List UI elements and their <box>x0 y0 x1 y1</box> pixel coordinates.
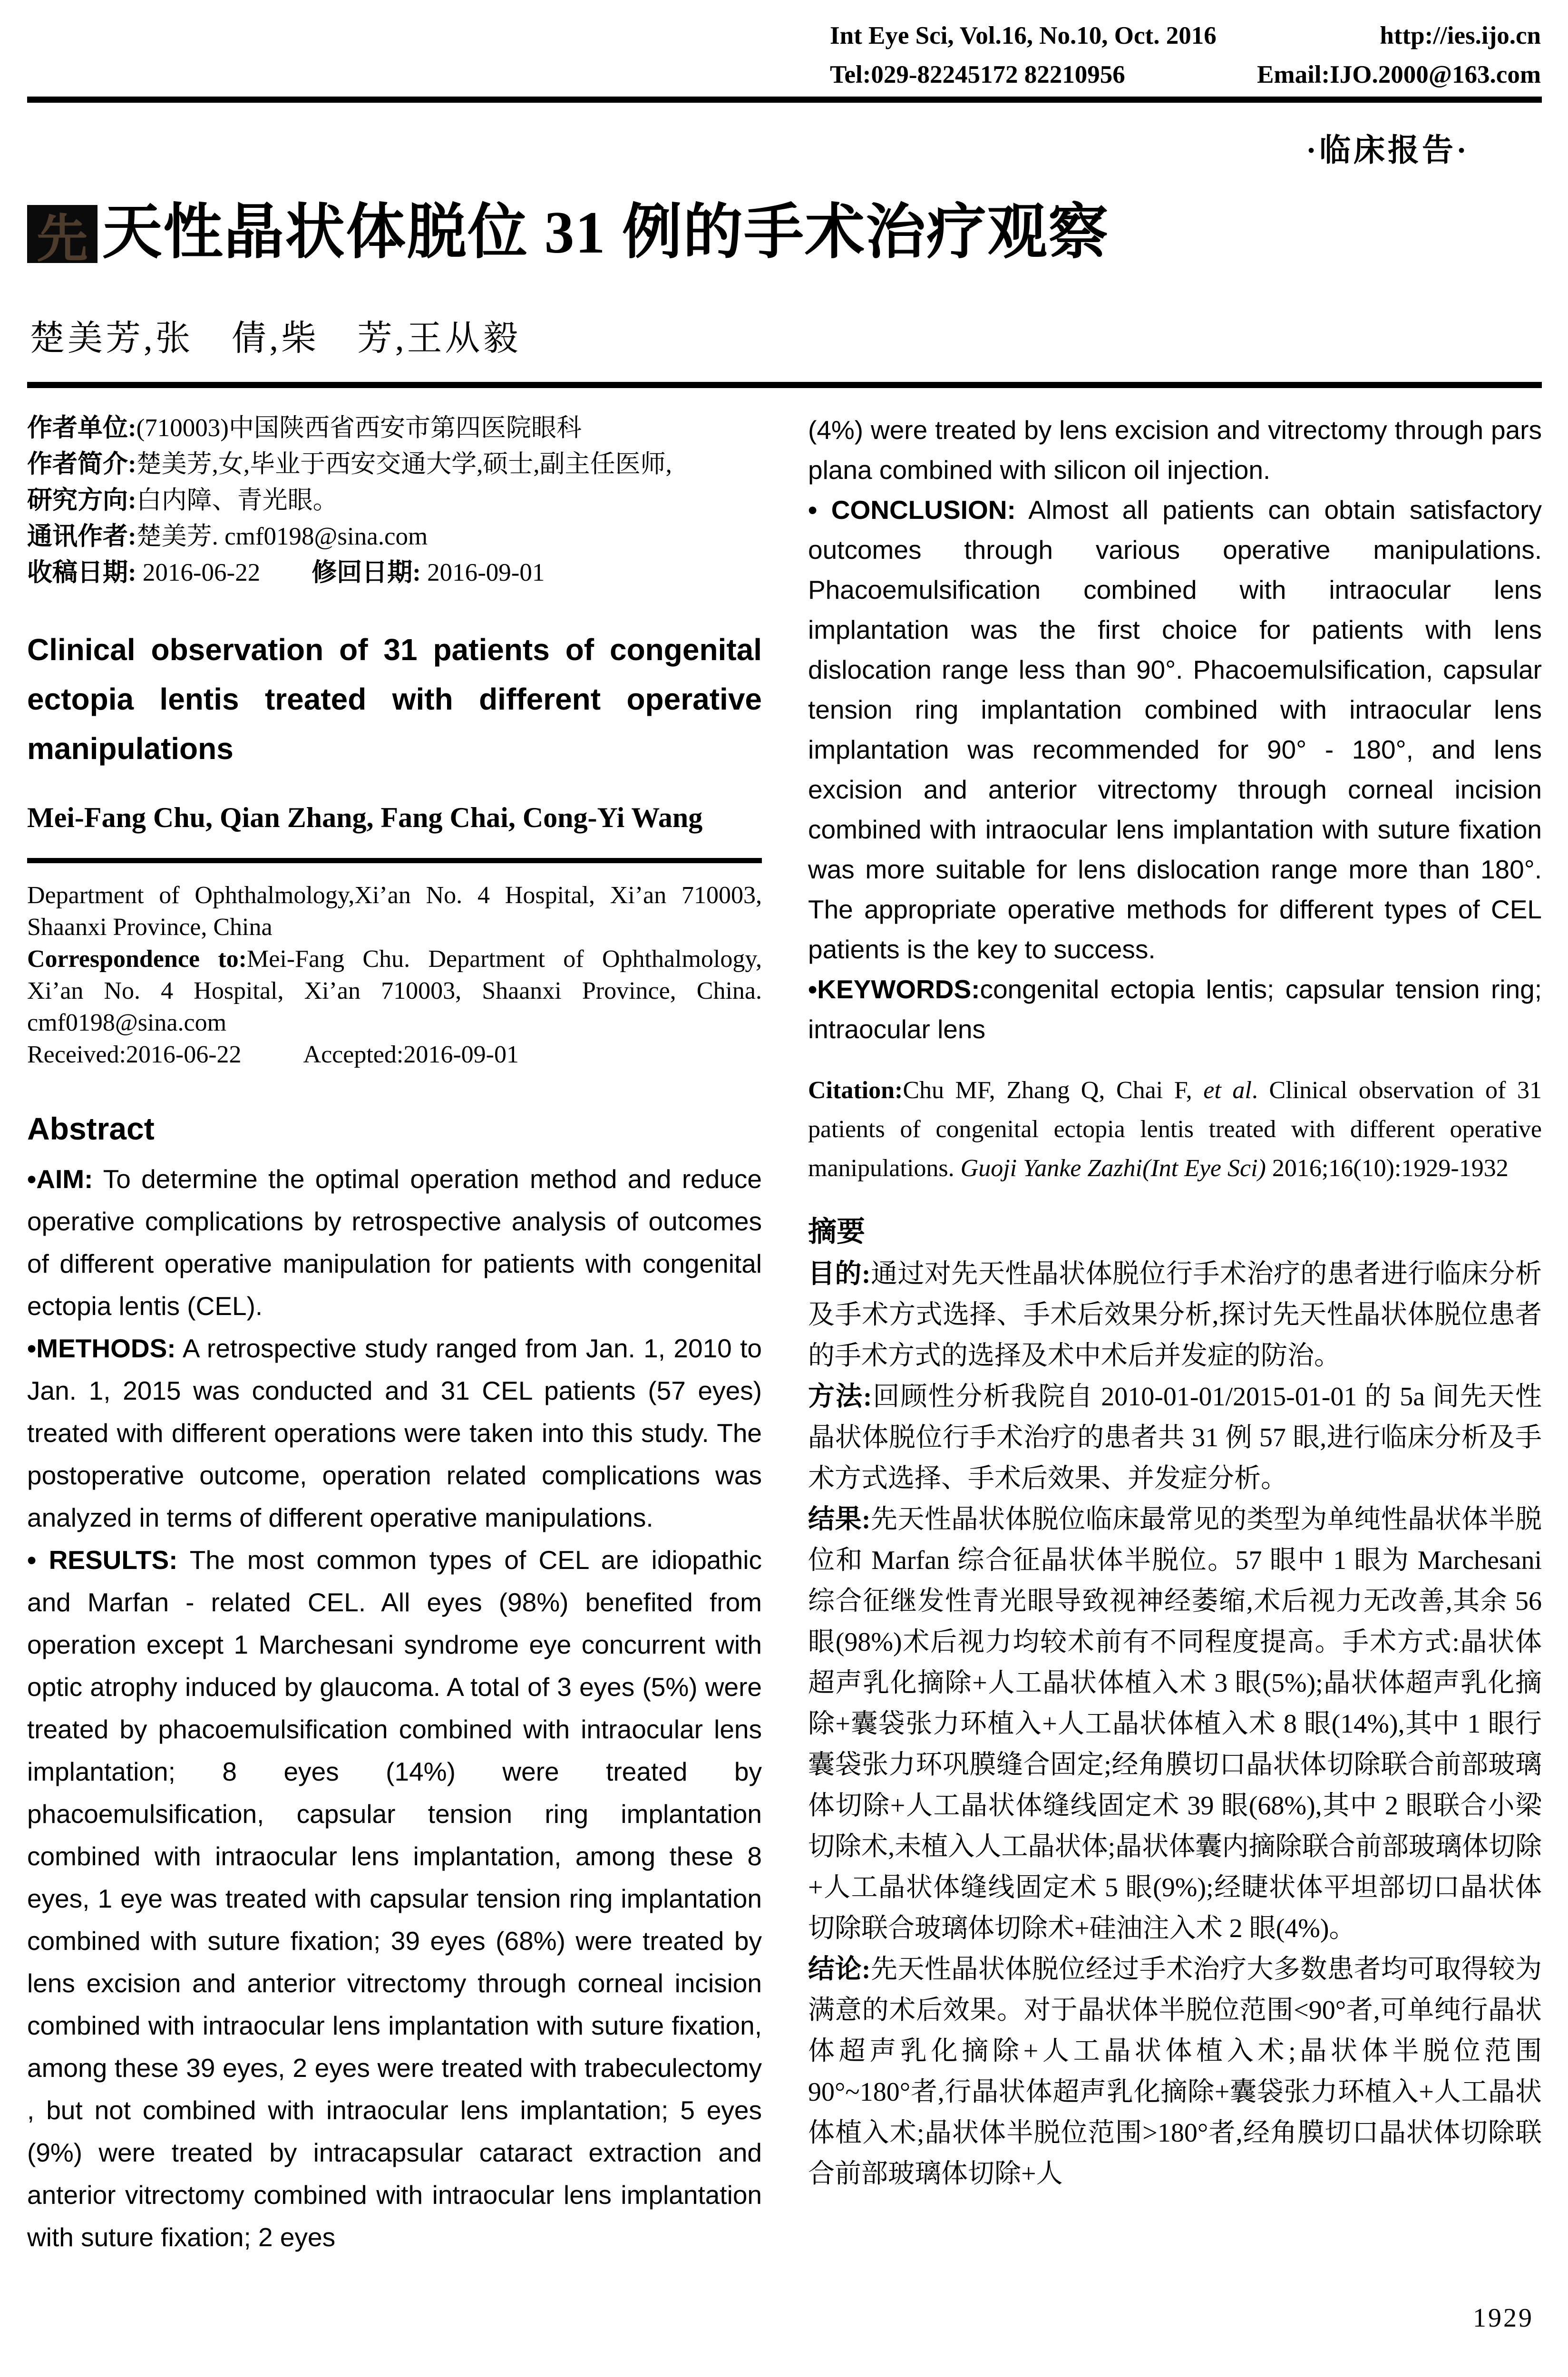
header-divider <box>27 97 1542 103</box>
abstract-cn-methods <box>808 1376 1542 1499</box>
affiliation-divider <box>27 858 762 863</box>
affil-label: 作者单位: <box>27 414 136 442</box>
received-label-en: Received: <box>27 1041 126 1068</box>
abstract-methods <box>27 1327 762 1539</box>
results-label: • RESULTS: <box>27 1545 178 1575</box>
corr-label: 通讯作者: <box>27 523 136 550</box>
aim-label: •AIM: <box>27 1164 93 1194</box>
cn-aim-text: 通过对先天性晶状体脱位行手术治疗的患者进行临床分析及手术方式选择、手术后效果分析,探讨先天性晶状体脱位患者的手术方式的选择及术中术后并发症的防治。 <box>808 1259 1542 1371</box>
cn-results-label: 结果: <box>808 1505 871 1534</box>
field-text: 白内障、青光眼。 <box>136 487 338 514</box>
methods-label: •METHODS: <box>27 1334 176 1363</box>
authors-en: Mei-Fang Chu, Qian Zhang, Fang Chai, Cong-Yi Wang <box>27 802 703 833</box>
aim-text: To determine the optimal operation method and reduce operative complications by retrospective analysis of outcomes of different operative manipulation for patients with congenital ectopia lentis (CEL). <box>27 1164 762 1321</box>
keywords-text: congenital ectopia lentis; capsular tension ring; intraocular lens <box>808 974 1542 1044</box>
page-number: 1929 <box>1473 2303 1534 2333</box>
abstract-cn-results <box>808 1499 1542 1949</box>
results-text: The most common types of CEL are idiopathic and Marfan - related CEL. All eyes (98%) benefited from operation except 1 Marchesani syndrome eye concurrent with optic atrophy induced by glaucoma. A total of 3 eyes (5%) were treated by phacoemulsification combined with intraocular lens implantation; 8 eyes (14%) were treated by phacoemulsification, capsular tension ring implantation combined with intraocular lens implantation, among these 8 eyes, 1 eye was treated with capsular tension ring implantation combined with suture fixation; 39 eyes (68%) were treated by lens excision and anterior vitrectomy through corneal incision combined with intraocular lens implantation with suture fixation, among these 39 eyes, 2 eyes were treated with trabeculectomy , but not combined with intraocular lens implantation; 5 eyes (9%) were treated by intracapsular cataract extraction and anterior vitrectomy combined with intraocular lens implantation with suture fixation; 2 eyes <box>27 1545 762 2252</box>
bio-text: 楚美芳,女,毕业于西安交通大学,硕士,副主任医师, <box>136 450 672 478</box>
chinese-footnote-block <box>27 410 762 591</box>
authors-divider <box>27 382 1542 388</box>
journal-header-line-2 <box>830 55 1541 94</box>
article-title-cn: 天性晶状体脱位 31 例的手术治疗观察 <box>102 200 1109 266</box>
citation-title: . Clinical observation of 31 patients of congenital ectopia lentis treated with different operative manipulations. <box>808 1077 1542 1182</box>
received-date-cn: 2016-06-22 <box>136 559 261 586</box>
dates-line-en <box>27 1039 762 1071</box>
cn-aim-label: 目的: <box>808 1259 871 1289</box>
abstract-conclusion <box>808 490 1542 969</box>
cn-conclusion-label: 结论: <box>808 1955 871 1984</box>
field-label: 研究方向: <box>27 487 136 514</box>
abstract-heading-en: Abstract <box>27 1111 155 1146</box>
cn-conclusion-text: 先天性晶状体脱位经过手术治疗大多数患者均可取得较为满意的术后效果。对于晶状体半脱位范围<90°者,可单纯行晶状体超声乳化摘除+人工晶状体植入术;晶状体半脱位范围 90°~180°者,行晶状体超声乳化摘除+囊袋张力环植入+人工晶状体植入术;晶状体半脱位范围>180°者,经角膜切口晶状体切除联合前部玻璃体切除+人 <box>808 1955 1542 2189</box>
affiliation-en: Department of Ophthalmology,Xi’an No. 4 Hospital, Xi’an 710003, Shaanxi Province, China <box>27 882 762 941</box>
revised-label-cn: 修回日期: <box>312 559 421 586</box>
abstract-en-block <box>27 1158 762 2259</box>
corr-text: 楚美芳. cmf0198@sina.com <box>136 523 428 550</box>
citation-issue: 2016;16(10):1929-1932 <box>1266 1155 1509 1182</box>
correspondence-label: Correspondence to: <box>27 945 247 973</box>
abstract-heading-cn: 摘要 <box>808 1216 865 1247</box>
author-affiliation-line <box>27 410 762 446</box>
received-date-en: 2016-06-22 <box>126 1041 242 1068</box>
article-title-row <box>27 197 1109 269</box>
two-column-body <box>27 410 1542 2259</box>
accepted-date-en: 2016-09-01 <box>403 1041 519 1068</box>
received-label-cn: 收稿日期: <box>27 559 136 586</box>
abstract-keywords <box>808 969 1542 1049</box>
section-tag: ·临床报告· <box>1305 133 1470 168</box>
cn-results-text: 先天性晶状体脱位临床最常见的类型为单纯性晶状体半脱位和 Marfan 综合征晶状体半脱位。57 眼中 1 眼为 Marchesani 综合征继发性青光眼导致视神经萎缩,术后视力无改善,其余 56 眼(98%)术后视力均较术前有不同程度提高。手术方式:晶状体超声乳化摘除+人工晶状体植入术 3 眼(5%);晶状体超声乳化摘除+囊袋张力环植入+人工晶状体植入术 8 眼(14%),其中 1 眼行囊袋张力环巩膜缝合固定;经角膜切口晶状体切除联合前部玻璃体切除+人工晶状体缝线固定术 39 眼(68%),其中 2 眼联合小梁切除术,未植入人工晶状体;晶状体囊内摘除联合前部玻璃体切除+人工晶状体缝线固定术 5 眼(9%);经睫状体平坦部切口晶状体切除联合玻璃体切除术+硅油注入术 2 眼(4%)。 <box>808 1505 1542 1943</box>
affil-text: (710003)中国陕西省西安市第四医院眼科 <box>136 414 582 442</box>
research-field-line <box>27 482 762 518</box>
citation-label: Citation: <box>808 1077 903 1104</box>
english-affiliation-block <box>27 879 762 1071</box>
abstract-results-continued: (4%) were treated by lens excision and vitrectomy through pars plana combined with silicon oil injection. <box>808 415 1542 485</box>
article-title-en: Clinical observation of 31 patients of congenital ectopia lentis treated with different operative manipulations <box>27 633 762 766</box>
correspondence-line <box>27 943 762 1039</box>
journal-website: http://ies.ijo.cn <box>1380 22 1541 49</box>
authors-cn: 楚美芳,张 倩,柴 芳,王从毅 <box>29 319 521 358</box>
abstract-results <box>27 1539 762 2259</box>
corresponding-author-line <box>27 518 762 555</box>
journal-email: Email:IJO.2000@163.com <box>1257 61 1541 88</box>
journal-volume-info: Int Eye Sci, Vol.16, No.10, Oct. 2016 <box>830 22 1217 49</box>
citation-journal: Guoji Yanke Zazhi(Int Eye Sci) <box>960 1155 1266 1182</box>
correspondence-text: Mei-Fang Chu. Department of Ophthalmology, Xi’an No. 4 Hospital, Xi’an 710003, Shaanxi Province, China. cmf0198@sina.com <box>27 945 762 1036</box>
abstract-cn-block <box>808 1254 1542 2194</box>
abstract-cn-conclusion <box>808 1949 1542 2194</box>
accepted-label-en: Accepted: <box>303 1041 404 1068</box>
cn-methods-label: 方法: <box>808 1382 872 1412</box>
citation-etal: et al <box>1203 1077 1252 1104</box>
abstract-aim <box>27 1158 762 1327</box>
author-bio-line <box>27 446 762 482</box>
left-column <box>27 410 762 2259</box>
cn-methods-text: 回顾性分析我院自 2010-01-01/2015-01-01 的 5a 间先天性晶状体脱位行手术治疗的患者共 31 例 57 眼,进行临床分析及手术方式选择、手术后效果、并发症分析。 <box>808 1382 1542 1493</box>
abstract-cn-aim <box>808 1254 1542 1376</box>
right-column <box>808 410 1542 2194</box>
methods-text: A retrospective study ranged from Jan. 1, 2010 to Jan. 1, 2015 was conducted and 31 CEL patients (57 eyes) treated with different operations were taken into this study. The postoperative outcome, operation related complications was analyzed in terms of different operative manipulations. <box>27 1334 762 1532</box>
journal-header-line-1 <box>830 16 1541 55</box>
keywords-label: •KEYWORDS: <box>808 974 980 1004</box>
journal-telephone: Tel:029-82245172 82210956 <box>830 61 1125 88</box>
citation-authors: Chu MF, Zhang Q, Chai F, <box>903 1077 1204 1104</box>
dates-line-cn <box>27 555 762 591</box>
revised-date-cn: 2016-09-01 <box>420 559 545 586</box>
bio-label: 作者简介: <box>27 450 136 478</box>
abstract-en-continued <box>808 410 1542 1049</box>
conclusion-text: Almost all patients can obtain satisfactory outcomes through various operative manipulations. Phacoemulsification combined with intraocular lens implantation was the first choice for patients with lens dislocation range less than 90°. Phacoemulsification, capsular tension ring implantation combined with intraocular lens implantation was recommended for 90° - 180°, and lens excision and anterior vitrectomy through corneal incision combined with intraocular lens implantation with suture fixation was more suitable for lens dislocation range more than 180°. The appropriate operative methods for different types of CEL patients is the key to success. <box>808 495 1542 964</box>
conclusion-label: • CONCLUSION: <box>808 495 1016 525</box>
journal-header <box>830 16 1541 94</box>
title-dropcap: 先 <box>27 205 97 263</box>
citation-block <box>808 1071 1542 1188</box>
